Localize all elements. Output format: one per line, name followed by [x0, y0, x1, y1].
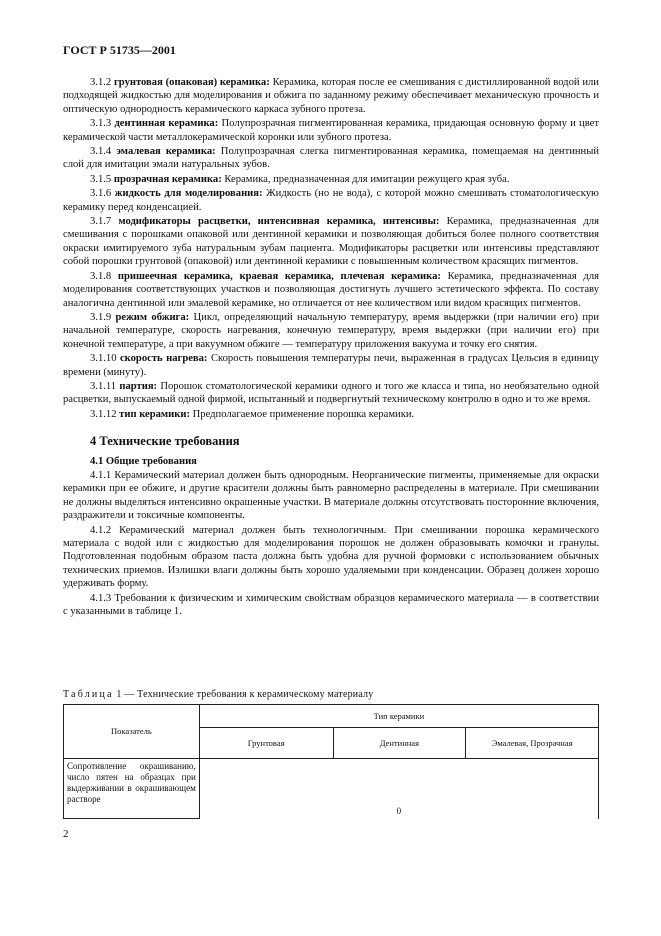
paragraph-4-1-1: 4.1.1 Керамический материал должен быть однородным. Неорганические пигменты, применяемые для окраски керамики при ее обжиге, и другие красители должны быть равномерно распределены в материале. При смешивании не должны выделяться интенсивно окрашенные участки. В материале должны отсутствовать посторонние включения, раздражители и токсичные компоненты. — [63, 469, 599, 522]
term-3-1-11: 3.1.11 партия: Порошок стоматологической керамики одного и того же класса и типа, но необязательно одной расцветки, выпускаемый одной фирмой, испытанный и подвергнутый техническому контролю в одно и то же время. — [63, 380, 599, 406]
term-3-1-7: 3.1.7 модификаторы расцветки, интенсивная керамика, интенсивы: Керамика, предназначенная для смешивания с порошками опаковой или дентинной керамики и позволяющая добиться более полного соответствия окраски имитируемого зуба натуральным зубам пациента. Модификаторы расцветки или интенсивы представляют собой порошки грунтовой (опаковой) или дентинной керамики с повышенным количеством красящих пигментов. — [63, 216, 599, 268]
section-title: 4 Технические требования — [90, 434, 240, 449]
table-caption-word: Таблица — [63, 689, 114, 700]
subsection-title: 4.1 Общие требования — [90, 455, 197, 467]
paragraph-4-1-2: 4.1.2 Керамический материал должен быть технологичным. При смешивании порошка керамического материала с водой или с жидкостью для моделирования порошок не должен образовывать комочки и гранулы. Подготовленная подобным образом паста должна быть удобна для ручной формовки с использованием обычных технических приемов. Излишки влаги должны быть хорошо удаляемыми при конденсации. Образец должен хорошо удерживать форму. — [63, 524, 599, 590]
term-3-1-10: 3.1.10 скорость нагрева: Скорость повышения температуры печи, выраженная в градусах Цельсия в единицу времени (минуту). — [63, 353, 599, 378]
header-enamel: Эмалевая, Прозрачная — [466, 728, 599, 759]
header-dentin: Дентинная — [333, 728, 466, 759]
requirements-table — [63, 704, 599, 819]
page-number: 2 — [63, 828, 69, 840]
term-3-1-5: 3.1.5 прозрачная керамика: Керамика, предназначенная для имитации режущего края зуба. — [90, 173, 510, 185]
term-3-1-12: 3.1.12 тип керамики: Предполагаемое применение порошка керамики. — [90, 408, 415, 420]
row-value-stain-resistance: 0 — [199, 759, 598, 819]
header-ceramic-type: Тип керамики — [199, 705, 598, 728]
header-indicator: Показатель — [64, 705, 200, 759]
term-3-1-3: 3.1.3 дентинная керамика: Полупрозрачная пигментированная керамика, придающая основную форму и цвет керамической части металлокерамической коронки или зубного протеза. — [63, 118, 599, 143]
term-3-1-8: 3.1.8 пришеечная керамика, краевая керамика, плечевая керамика: Керамика, предназначенная для моделирования соответствующих участков и позволяющая достигнуть лучшего эстетического эффекта. По составу аналогична дентинной или эмалевой керамике, но отличается от нее количеством или видом красящих пигментов. — [63, 270, 599, 309]
term-3-1-4: 3.1.4 эмалевая керамика: Полупрозрачная слегка пигментированная керамика, помещаемая на дентинный слой для имитации эмали натуральных зубов. — [63, 146, 599, 171]
term-3-1-6: 3.1.6 жидкость для моделирования: Жидкость (но не вода), с которой можно смешивать стоматологическую керамику перед конденсацией. — [63, 188, 599, 213]
document-body — [63, 76, 599, 619]
term-3-1-2: 3.1.2 грунтовая (опаковая) керамика: Керамика, которая после ее смешивания с дистиллированной водой или подходящей жидкостью для моделирования и обжига по заданному режиму обеспечивает механическую прочность и оптическую однородность керамического каркаса зубного протеза. — [63, 77, 599, 115]
document-header: ГОСТ Р 51735—2001 — [63, 43, 176, 57]
table-caption — [63, 689, 373, 700]
table-caption-text: 1 — Технические требования к керамическому материалу — [113, 689, 374, 700]
term-3-1-9: 3.1.9 режим обжига: Цикл, определяющий начальную температуру, время выдержки (при наличии его) при начальной температуре, скорость нагревания, конечную температуру, время выдержки (при наличии его) при конечной температуре, а при вакуумном обжиге — температуру приложения вакуума и точку его снятия. — [63, 311, 600, 350]
row-label-stain-resistance: Сопротивление окрашиванию, число пятен на образцах при выдерживании в окрашивающем растворе — [64, 759, 200, 819]
header-ground: Грунтовая — [199, 728, 333, 759]
paragraph-4-1-3: 4.1.3 Требования к физическим и химическим свойствам образцов керамического материала — в соответствии с указанными в таблице 1. — [63, 592, 599, 618]
